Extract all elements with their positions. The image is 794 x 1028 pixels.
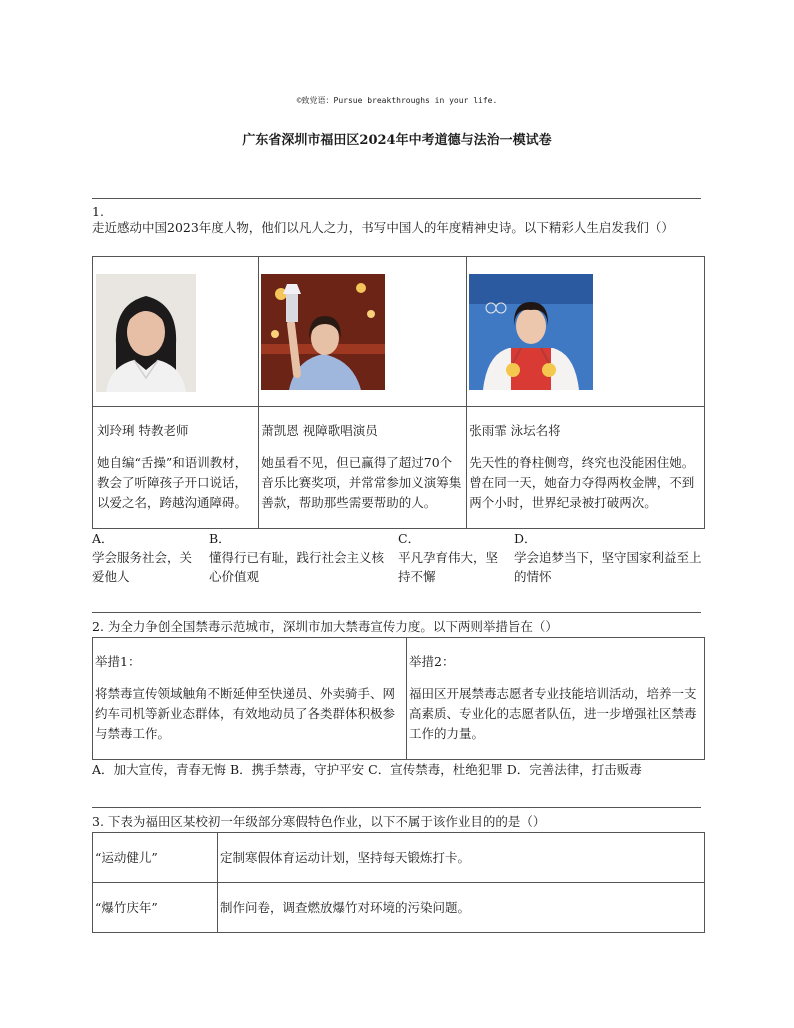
- q2-stem: 2. 为全力争创全国禁毒示范城市，深圳市加大禁毒宣传力度。以下两则举措旨在（）: [92, 619, 558, 634]
- option-text: 懂得行已有耻，践行社会主义核心价值观: [209, 550, 385, 584]
- q1-option-c[interactable]: [398, 529, 510, 586]
- person-name: 萧凯恩 视障歌唱演员: [261, 423, 378, 438]
- q1-option-a[interactable]: [92, 529, 204, 586]
- person-desc: 她自编“舌操”和语训教材，教会了听障孩子开口说话，以爱之名，跨越沟通障碍。: [97, 455, 248, 510]
- teacher-portrait-image: [96, 274, 196, 392]
- table-row-name: “运动健儿”: [93, 833, 218, 883]
- divider: [92, 807, 701, 808]
- divider: [92, 198, 701, 199]
- swimmer-with-medals-image: [469, 274, 593, 390]
- q2-options[interactable]: A．加大宣传，青春无悔 B．携手禁毒，守护平安 C．宣传禁毒，杜绝犯罪 D．完善法律，打击贩毒: [92, 762, 642, 777]
- person-desc: 她虽看不见，但已赢得了超过70个音乐比赛奖项，并常常参加义演筹集善款，帮助那些需要帮助的人。: [261, 455, 462, 510]
- measure-title: 举措1：: [95, 654, 141, 669]
- photo-cell-1: [93, 257, 259, 407]
- q3-homework-table: [92, 832, 705, 933]
- q1-people-table: [92, 256, 705, 529]
- person-cell-2: [259, 407, 467, 529]
- measure-body: 福田区开展禁毒志愿者专业技能培训活动，培养一支高素质、专业化的志愿者队伍，进一步增强社区禁毒工作的力量。: [409, 686, 697, 741]
- person-name: 张雨霏 泳坛名将: [469, 423, 561, 438]
- table-row-name: “爆竹庆年”: [93, 883, 218, 933]
- person-name: 刘玲琍 特教老师: [97, 423, 189, 438]
- measure-cell-1: [93, 638, 407, 760]
- photo-cell-2: [259, 257, 467, 407]
- measure-body: 将禁毒宣传领域触角不断延伸至快递员、外卖骑手、网约车司机等新业态群体，有效地动员了各类群体积极参与禁毒工作。: [95, 686, 396, 741]
- option-label: B．: [209, 531, 231, 546]
- table-row-content: 定制寒假体育运动计划，坚持每天锻炼打卡。: [218, 833, 705, 883]
- q1-stem: 走近感动中国2023年度人物，他们以凡人之力，书写中国人的年度精神史诗。以下精彩人生启发我们（）: [92, 220, 674, 235]
- q2-measures-table: [92, 637, 705, 760]
- q1-option-d[interactable]: [514, 529, 702, 586]
- option-text: 学会追梦当下，坚守国家利益至上的情怀: [514, 550, 702, 584]
- option-label: D．: [514, 531, 537, 546]
- measure-title: 举措2：: [409, 654, 455, 669]
- person-desc: 先天性的脊柱侧弯，终究也没能困住她。曾在同一天，她奋力夺得两枚金牌，不到两个小时，世界纪录被打破两次。: [469, 455, 695, 510]
- exam-title: 广东省深圳市福田区2024年中考道德与法治一模试卷: [242, 133, 552, 148]
- motto-line: ©致党语：Pursue breakthroughs in your life.: [296, 96, 498, 105]
- option-text: 学会服务社会，关爱他人: [92, 550, 193, 584]
- q1-number: 1.: [92, 204, 104, 219]
- photo-cell-3: [467, 257, 705, 407]
- person-cell-1: [93, 407, 259, 529]
- divider: [92, 612, 701, 613]
- person-cell-3: [467, 407, 705, 529]
- option-text: 平凡孕育伟大，坚持不懈: [398, 550, 499, 584]
- q3-stem: 3. 下表为福田区某校初一年级部分寒假特色作业，以下不属于该作业目的的是（）: [92, 814, 546, 829]
- table-row-content: 制作问卷，调查燃放爆竹对环境的污染问题。: [218, 883, 705, 933]
- singer-with-trophy-image: [261, 274, 385, 390]
- option-label: A．: [92, 531, 114, 546]
- q1-option-b[interactable]: [209, 529, 393, 586]
- measure-cell-2: [407, 638, 705, 760]
- option-label: C．: [398, 531, 421, 546]
